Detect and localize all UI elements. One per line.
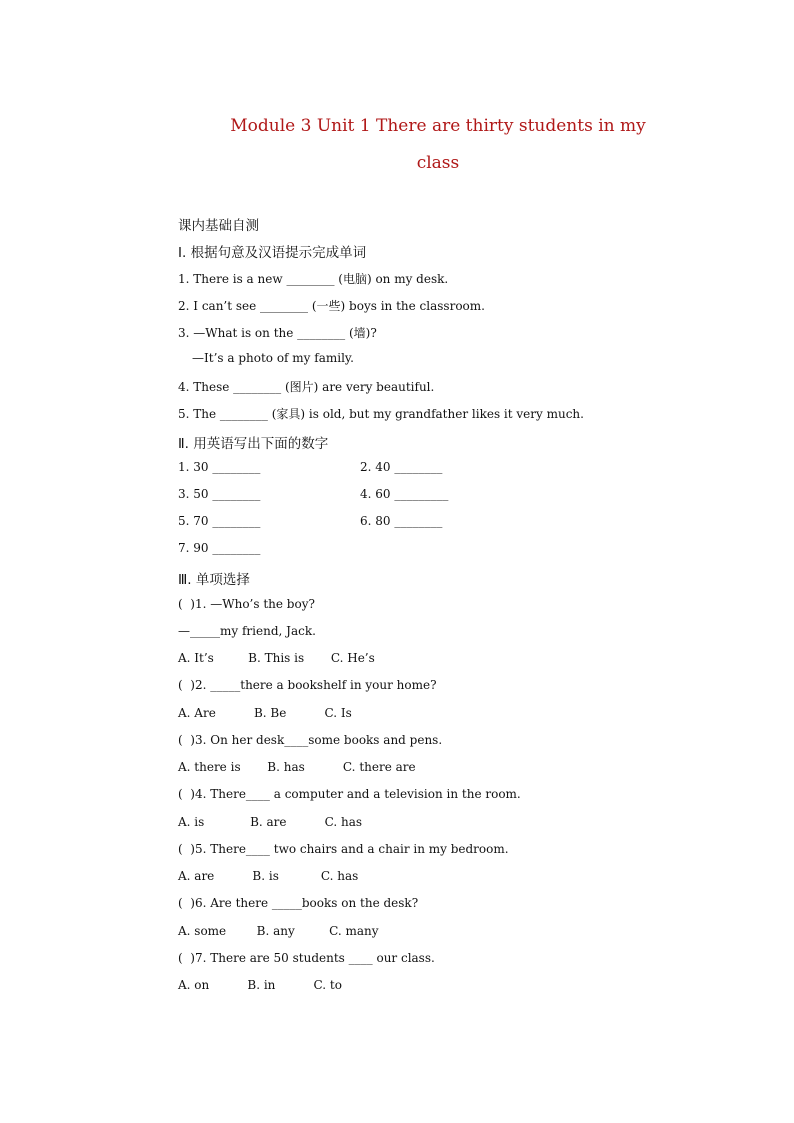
section1-item-5: 5. The ________ (家具) is old, but my grandfather likes it very much. [178,407,584,421]
q2-stem: ( )2. _____there a bookshelf in your home? [178,678,437,692]
q7-stem: ( )7. There are 50 students ____ our class. [178,951,435,965]
section3-heading: Ⅲ. 单项选择 [178,572,250,588]
q5-options: A. are B. is C. has [178,869,359,883]
section2-number-3: 3. 50 ________ [178,487,261,501]
section2-number-4: 4. 60 _________ [360,487,449,501]
q4-stem: ( )4. There____ a computer and a television in the room. [178,787,521,801]
section1-item-3-answer: —It’s a photo of my family. [192,351,354,365]
section2-number-2: 2. 40 ________ [360,460,443,474]
q6-stem: ( )6. Are there _____books on the desk? [178,896,419,910]
q7-options: A. on B. in C. to [178,978,342,992]
q5-stem: ( )5. There____ two chairs and a chair in my bedroom. [178,842,509,856]
section1-item-2: 2. I can’t see ________ (一些) boys in the classroom. [178,299,485,313]
section1-item-1: 1. There is a new ________ (电脑) on my desk. [178,272,449,286]
q3-stem: ( )3. On her desk____some books and pens. [178,733,443,747]
section2-heading: Ⅱ. 用英语写出下面的数字 [178,436,329,452]
section1-item-3: 3. —What is on the ________ (墙)? [178,326,377,340]
q2-options: A. Are B. Be C. Is [178,706,352,720]
q3-options: A. there is B. has C. there are [178,760,416,774]
section1-item-4: 4. These ________ (图片) are very beautiful. [178,380,435,394]
q4-options: A. is B. are C. has [178,815,363,829]
q1-answer-line: —_____my friend, Jack. [178,624,316,638]
section2-number-6: 6. 80 ________ [360,514,443,528]
section1-heading: Ⅰ. 根据句意及汉语提示完成单词 [178,245,367,261]
q1-options: A. It’s B. This is C. He’s [178,651,375,665]
section2-number-5: 5. 70 ________ [178,514,261,528]
q1-stem: ( )1. —Who’s the boy? [178,597,315,611]
intro-heading: 课内基础自测 [178,218,259,234]
title-line-1: Module 3 Unit 1 There are thirty students in my [230,116,646,136]
section2-number-1: 1. 30 ________ [178,460,261,474]
title-line-2: class [416,153,460,173]
q6-options: A. some B. any C. many [178,924,379,938]
section2-number-7: 7. 90 ________ [178,541,261,555]
